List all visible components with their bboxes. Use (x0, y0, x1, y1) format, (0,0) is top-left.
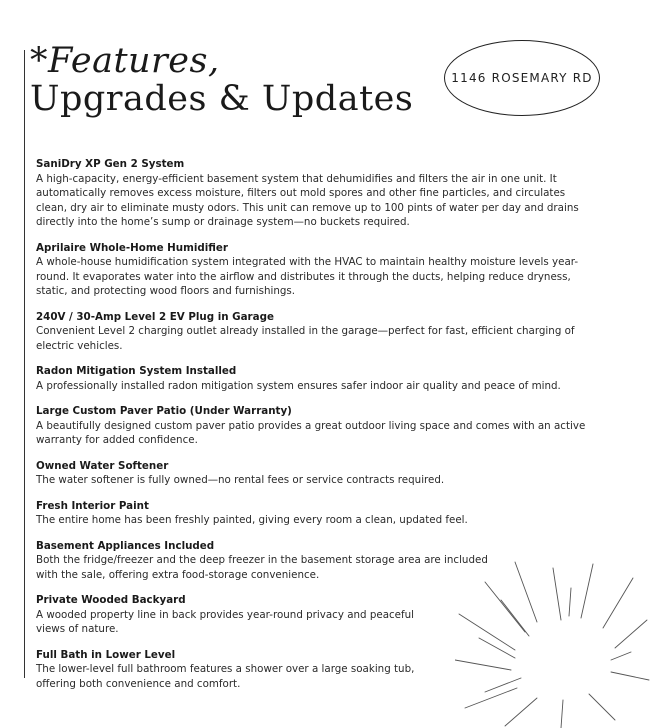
address-badge: 1146 ROSEMARY RD (444, 40, 600, 116)
feature-title: Owned Water Softener (36, 459, 169, 472)
vertical-divider (24, 50, 25, 678)
feature-description: The water softener is fully owned—no rental fees or service contracts required. (36, 474, 445, 486)
feature-item (36, 404, 596, 448)
feature-description: A professionally installed radon mitigation system ensures safer indoor air quality and peace of mind. (36, 379, 561, 392)
feature-item (36, 364, 596, 393)
feature-item (36, 459, 596, 488)
feature-description: The entire home has been freshly painted, giving every room a clean, updated feel. (36, 514, 468, 526)
feature-description: Convenient Level 2 charging outlet already installed in the garage—perfect for fast, efficient charging of electric vehicles. (36, 325, 575, 352)
feature-title: Full Bath in Lower Level (36, 648, 176, 661)
feature-description: The lower-level full bathroom features a shower over a large soaking tub, offering both convenience and comfort. (36, 663, 415, 690)
feature-title: Radon Mitigation System Installed (36, 365, 237, 377)
feature-item (36, 157, 596, 230)
feature-description: Both the fridge/freezer and the deep freezer in the basement storage area are included with the sale, offering extra food-storage convenience. (36, 554, 488, 581)
feature-title: Basement Appliances Included (36, 539, 215, 552)
feature-title: SaniDry XP Gen 2 System (36, 158, 185, 170)
feature-title: Aprilaire Whole-Home Humidifier (36, 241, 228, 254)
feature-description: A beautifully designed custom paver patio provides a great outdoor living space and comes with an active warranty for added confidence. (36, 419, 586, 446)
feature-description: A high-capacity, energy-efficient basement system that dehumidifies and filters the air in one unit. It automatically removes excess moisture, filters out mold spores and other fine particles, and circulates clean, dry air to eliminate musty odors. This unit can remove up to 100 pints of water per day and drains directly into the home’s sump or drainage system—no buckets required. (36, 172, 579, 228)
page-title-line-2: Upgrades & Updates (30, 79, 414, 119)
page-title-line-1: *Features, (30, 41, 220, 81)
feature-item (36, 310, 596, 354)
feature-title: Fresh Interior Paint (36, 499, 149, 512)
feature-description: A wooded property line in back provides year-round privacy and peaceful views of nature. (36, 608, 415, 635)
feature-title: Private Wooded Backyard (36, 594, 186, 606)
starburst-decoration (455, 560, 650, 728)
page-title (30, 40, 413, 120)
feature-title: Large Custom Paver Patio (Under Warranty) (36, 405, 292, 417)
feature-item (36, 241, 596, 299)
feature-item (36, 499, 596, 528)
feature-description: A whole-house humidification system integrated with the HVAC to maintain healthy moisture levels year-round. It evaporates water into the airflow and distributes it through the ducts, helping reduce dryness, static, and protecting wood floors and furnishings. (36, 256, 579, 297)
feature-title: 240V / 30-Amp Level 2 EV Plug in Garage (36, 310, 274, 323)
